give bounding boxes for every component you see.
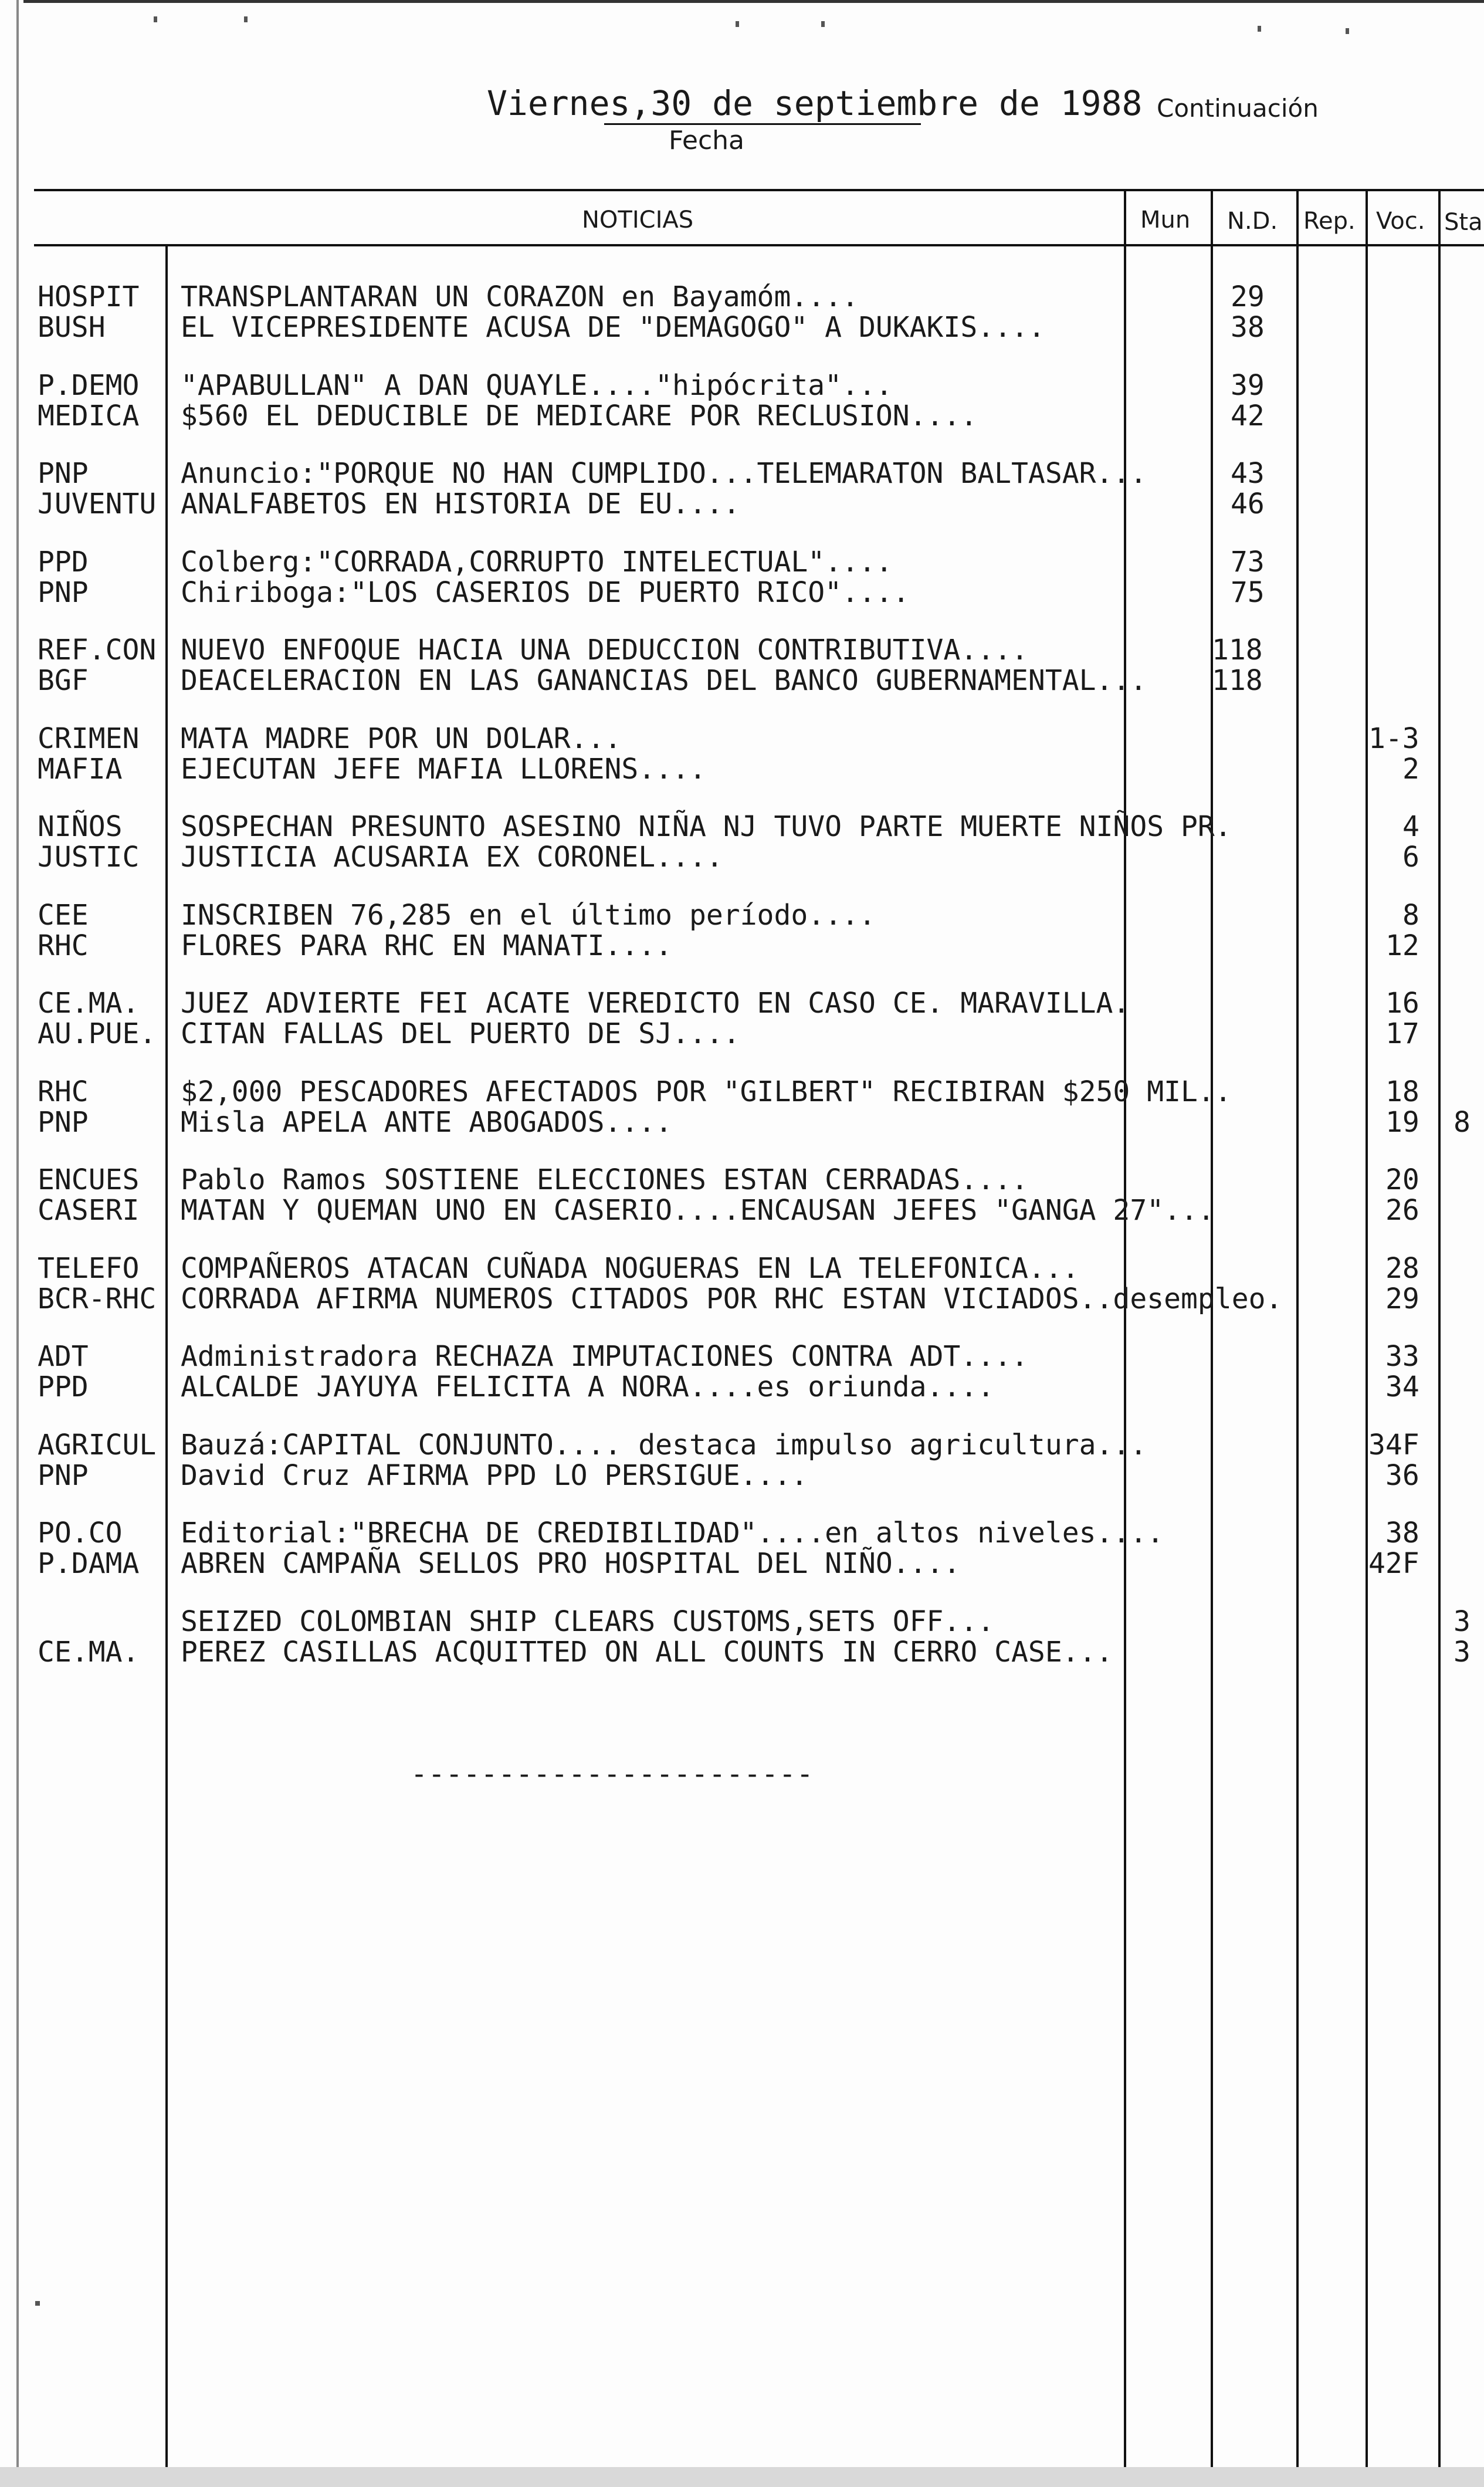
mun-column-left-divider <box>1124 190 1126 2472</box>
row-headline: EJECUTAN JEFE MAFIA LLORENS.... <box>181 753 706 786</box>
row-headline: NUEVO ENFOQUE HACIA UNA DEDUCCION CONTRIBUTIVA.... <box>181 634 1028 666</box>
row-nd-page: 39 <box>1231 369 1265 402</box>
row-tag: CEE <box>38 899 89 932</box>
row-voc-page: 38 <box>1385 1517 1419 1549</box>
row-voc-page: 12 <box>1385 929 1419 962</box>
row-voc-page: 6 <box>1402 841 1419 874</box>
row-headline: ALCALDE JAYUYA FELICITA A NORA....es oriunda.... <box>181 1371 995 1403</box>
row-nd-page: 118 <box>1212 634 1263 666</box>
row-voc-page: 33 <box>1385 1340 1419 1373</box>
row-tag: RHC <box>38 1075 89 1108</box>
noticias-column-header: NOTICIAS <box>582 207 694 234</box>
row-nd-page: 29 <box>1231 280 1265 313</box>
row-headline: $2,000 PESCADORES AFECTADOS POR "GILBERT" RECIBIRAN $250 MIL.. <box>181 1075 1232 1108</box>
row-tag: PNP <box>38 1459 89 1492</box>
row-headline: Administradora RECHAZA IMPUTACIONES CONTRA ADT.... <box>181 1340 1028 1373</box>
row-nd-page: 42 <box>1231 400 1265 432</box>
row-headline: SEIZED COLOMBIAN SHIP CLEARS CUSTOMS,SETS OFF... <box>181 1605 995 1638</box>
row-voc-page: 20 <box>1385 1163 1419 1196</box>
row-headline: SOSPECHAN PRESUNTO ASESINO NIÑA NJ TUVO PARTE MUERTE NIÑOS PR. <box>181 810 1232 843</box>
row-tag: REF.CON <box>38 634 157 666</box>
row-nd-page: 46 <box>1231 488 1265 520</box>
nd-column-header: N.D. <box>1227 208 1278 235</box>
row-voc-page: 1-3 <box>1368 722 1419 755</box>
row-voc-page: 29 <box>1385 1283 1419 1315</box>
row-tag: ADT <box>38 1340 89 1373</box>
row-tag: BCR-RHC <box>38 1283 157 1315</box>
row-headline: ANALFABETOS EN HISTORIA DE EU.... <box>181 488 740 520</box>
row-voc-page: 19 <box>1385 1106 1419 1139</box>
scan-speck <box>244 16 248 22</box>
row-headline: "APABULLAN" A DAN QUAYLE...."hipócrita"... <box>181 369 893 402</box>
row-nd-page: 43 <box>1231 457 1265 490</box>
row-headline: Anuncio:"PORQUE NO HAN CUMPLIDO...TELEMARATON BALTASAR... <box>181 457 1147 490</box>
row-headline: CITAN FALLAS DEL PUERTO DE SJ.... <box>181 1017 740 1050</box>
row-voc-page: 8 <box>1402 899 1419 932</box>
footer-dashed-rule: ----------------------- <box>411 1758 814 1791</box>
row-headline: JUSTICIA ACUSARIA EX CORONEL.... <box>181 841 723 874</box>
row-tag: JUSTIC <box>38 841 140 874</box>
row-headline: ABREN CAMPAÑA SELLOS PRO HOSPITAL DEL NIÑO.... <box>181 1547 961 1580</box>
row-voc-page: 26 <box>1385 1194 1419 1227</box>
scan-speck <box>1346 28 1349 34</box>
row-tag: P.DEMO <box>38 369 140 402</box>
rep-column-right-divider <box>1366 190 1368 2472</box>
date-underline <box>604 123 921 125</box>
row-tag: AU.PUE. <box>38 1017 157 1050</box>
row-sta-page: 3 <box>1453 1636 1471 1669</box>
row-sta-page: 8 <box>1453 1106 1471 1139</box>
row-voc-page: 34 <box>1385 1371 1419 1403</box>
row-headline: CORRADA AFIRMA NUMEROS CITADOS POR RHC ESTAN VICIADOS..desempleo. <box>181 1283 1283 1315</box>
date-heading: Viernes,30 de septiembre de 1988 <box>487 83 1143 123</box>
mun-column-header: Mun <box>1140 207 1191 234</box>
voc-column-right-divider <box>1438 190 1441 2472</box>
row-tag: BUSH <box>38 311 106 344</box>
table-top-rule <box>34 189 1484 191</box>
row-voc-page: 28 <box>1385 1252 1419 1285</box>
row-tag: CE.MA. <box>38 1636 140 1669</box>
row-tag: PNP <box>38 1106 89 1139</box>
date-label: Fecha <box>669 126 745 155</box>
row-headline: Chiriboga:"LOS CASERIOS DE PUERTO RICO".... <box>181 576 910 609</box>
row-headline: MATA MADRE POR UN DOLAR... <box>181 722 622 755</box>
rep-column-header: Rep. <box>1303 208 1356 235</box>
row-tag: CRIMEN <box>38 722 140 755</box>
row-headline: Colberg:"CORRADA,CORRUPTO INTELECTUAL".... <box>181 546 893 578</box>
voc-column-header: Voc. <box>1376 208 1425 235</box>
row-headline: FLORES PARA RHC EN MANATI.... <box>181 929 673 962</box>
table-header-rule <box>34 244 1484 246</box>
scan-speck <box>736 21 739 27</box>
row-nd-page: 75 <box>1231 576 1265 609</box>
row-nd-page: 118 <box>1212 664 1263 697</box>
row-tag: P.DAMA <box>38 1547 140 1580</box>
page-top-edge <box>23 0 1484 3</box>
row-tag: BGF <box>38 664 89 697</box>
row-voc-page: 42F <box>1368 1547 1419 1580</box>
row-voc-page: 36 <box>1385 1459 1419 1492</box>
row-voc-page: 2 <box>1402 753 1419 786</box>
row-tag: PNP <box>38 576 89 609</box>
row-headline: TRANSPLANTARAN UN CORAZON en Bayamóm.... <box>181 280 859 313</box>
row-headline: PEREZ CASILLAS ACQUITTED ON ALL COUNTS IN CERRO CASE... <box>181 1636 1113 1669</box>
row-tag: AGRICUL <box>38 1429 157 1461</box>
row-tag: HOSPIT <box>38 280 140 313</box>
scan-bottom-band <box>0 2467 1484 2487</box>
nd-column-right-divider <box>1296 190 1299 2472</box>
row-tag: PPD <box>38 1371 89 1403</box>
row-headline: David Cruz AFIRMA PPD LO PERSIGUE.... <box>181 1459 808 1492</box>
row-tag: MEDICA <box>38 400 140 432</box>
row-tag: ENCUES <box>38 1163 140 1196</box>
row-tag: PNP <box>38 457 89 490</box>
row-sta-page: 3 <box>1453 1605 1471 1638</box>
row-tag: CASERI <box>38 1194 140 1227</box>
row-tag: PO.CO <box>38 1517 123 1549</box>
row-voc-page: 16 <box>1385 987 1419 1020</box>
row-tag: MAFIA <box>38 753 123 786</box>
scan-speck <box>154 16 157 22</box>
row-tag: NIÑOS <box>38 810 123 843</box>
tag-column-divider <box>165 245 168 2475</box>
row-headline: EL VICEPRESIDENTE ACUSA DE "DEMAGOGO" A DUKAKIS.... <box>181 311 1045 344</box>
row-headline: INSCRIBEN 76,285 en el último período.... <box>181 899 876 932</box>
row-headline: Misla APELA ANTE ABOGADOS.... <box>181 1106 673 1139</box>
row-headline: Bauzá:CAPITAL CONJUNTO.... destaca impulso agricultura... <box>181 1429 1147 1461</box>
scan-speck <box>1258 26 1261 32</box>
row-nd-page: 38 <box>1231 311 1265 344</box>
row-headline: DEACELERACION EN LAS GANANCIAS DEL BANCO GUBERNAMENTAL... <box>181 664 1147 697</box>
row-headline: COMPAÑEROS ATACAN CUÑADA NOGUERAS EN LA TELEFONICA... <box>181 1252 1079 1285</box>
mun-column-right-divider <box>1211 190 1213 2472</box>
row-headline: Pablo Ramos SOSTIENE ELECCIONES ESTAN CERRADAS.... <box>181 1163 1028 1196</box>
row-voc-page: 17 <box>1385 1017 1419 1050</box>
scan-speck <box>35 2301 40 2306</box>
row-voc-page: 4 <box>1402 810 1419 843</box>
sta-column-header: Sta <box>1444 209 1483 236</box>
row-tag: PPD <box>38 546 89 578</box>
page-left-edge <box>16 0 19 2487</box>
row-voc-page: 18 <box>1385 1075 1419 1108</box>
row-headline: MATAN Y QUEMAN UNO EN CASERIO....ENCAUSAN JEFES "GANGA 27"... <box>181 1194 1215 1227</box>
row-tag: JUVENTU <box>38 488 157 520</box>
row-headline: Editorial:"BRECHA DE CREDIBILIDAD"....en altos niveles.... <box>181 1517 1164 1549</box>
row-headline: $560 EL DEDUCIBLE DE MEDICARE POR RECLUSION.... <box>181 400 978 432</box>
row-nd-page: 73 <box>1231 546 1265 578</box>
row-voc-page: 34F <box>1368 1429 1419 1461</box>
row-tag: TELEFO <box>38 1252 140 1285</box>
row-tag: CE.MA. <box>38 987 140 1020</box>
scan-speck <box>821 21 825 27</box>
row-headline: JUEZ ADVIERTE FEI ACATE VEREDICTO EN CASO CE. MARAVILLA. <box>181 987 1130 1020</box>
continuation-label: Continuación <box>1157 94 1319 123</box>
row-tag: RHC <box>38 929 89 962</box>
